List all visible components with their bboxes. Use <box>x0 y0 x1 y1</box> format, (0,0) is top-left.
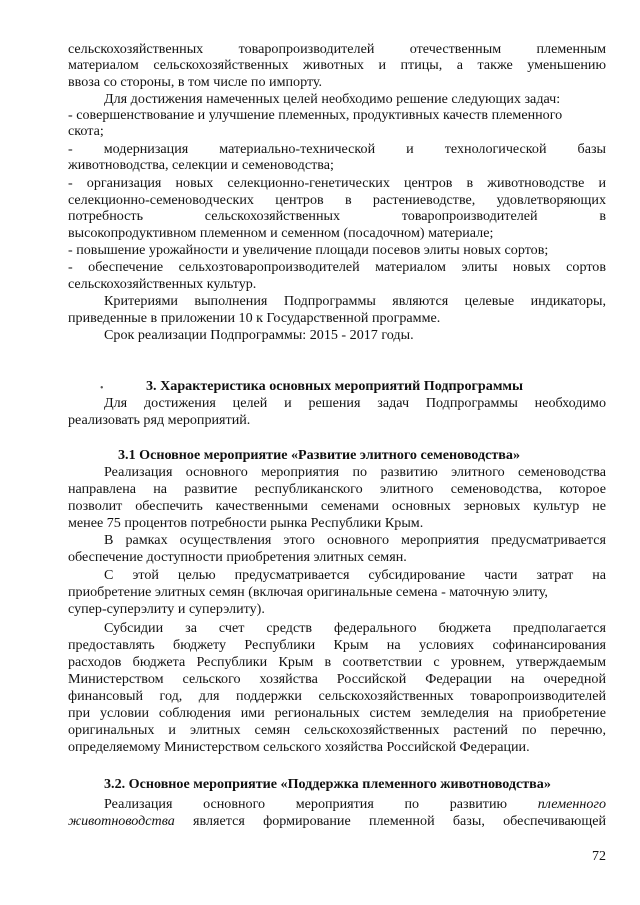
text-line: финансовый год, для поддержки сельскохозяйственных товаропроизводителей <box>68 688 606 704</box>
text-line: Для достижения намеченных целей необходимо решение следующих задач: <box>104 91 561 107</box>
text-line: животноводства, селекции и семеноводства; <box>68 157 334 173</box>
text-line: животноводства является формирование племенной базы, обеспечивающей <box>68 813 606 829</box>
text-line: менее 75 процентов потребности рынка Республики Крым. <box>68 515 424 531</box>
text-line: селекционно-семеноводческих центров в растениеводстве, удовлетворяющих <box>68 192 606 208</box>
text-line: приведенные в приложении 10 к Государственной программе. <box>68 310 441 326</box>
section-heading: 3.2. Основное мероприятие «Поддержка племенного животноводства» <box>104 776 551 792</box>
text-line: определяемому Министерством сельского хозяйства Российской Федерации. <box>68 739 530 755</box>
text-line: направлена на развитие республиканского элитного семеноводства, которое <box>68 481 606 497</box>
text-line: приобретение элитных семян (включая оригинальные семена - маточную элиту, <box>68 584 548 600</box>
text-line: сельскохозяйственных культур. <box>68 276 257 292</box>
text-line: - модернизация материально-технической и технологической базы <box>68 141 606 157</box>
text-line: супер-суперэлиту и суперэлиту). <box>68 601 265 617</box>
section-heading: 3.1 Основное мероприятие «Развитие элитного семеноводства» <box>118 447 521 463</box>
text-line: скота; <box>68 123 104 139</box>
section-heading: 3. Характеристика основных мероприятий Подпрограммы <box>146 378 524 394</box>
text-line: оригинальных и элитных семян сельскохозяйственных растений по перечню, <box>68 722 606 738</box>
text-line: при условии соблюдения ими региональных систем земледелия на приобретение <box>68 705 606 721</box>
text-line: - совершенствование и улучшение племенных, продуктивных качеств племенного <box>68 107 563 123</box>
text-line: Реализация основного мероприятия по развитию элитного семеноводства <box>104 464 606 480</box>
text-line: ввоза со стороны, в том числе по импорту. <box>68 74 323 90</box>
text-line: Для достижения целей и решения задач Подпрограммы необходимо <box>104 395 606 411</box>
text-line: Критериями выполнения Подпрограммы являются целевые индикаторы, <box>104 293 606 309</box>
text-line: предоставлять бюджету Республики Крым на условиях софинансирования <box>68 637 606 653</box>
text-line: Срок реализации Подпрограммы: 2015 - 2017 годы. <box>104 327 414 343</box>
text-line: позволит обеспечить качественными семенами основных зерновых культур не <box>68 498 606 514</box>
scan-speck: • <box>100 383 104 394</box>
text-line: расходов бюджета Республики Крым в соответствии с уровнем, утверждаемым <box>68 654 606 670</box>
text-line: материалом сельскохозяйственных животных и птицы, а также уменьшению <box>68 57 606 73</box>
page-number: 72 <box>592 849 606 864</box>
text-line: - обеспечение сельхозтоваропроизводителей материалом элиты новых сортов <box>68 259 606 275</box>
text-line: В рамках осуществления этого основного мероприятия предусматривается <box>104 532 606 548</box>
text-line: потребность сельскохозяйственных товаропроизводителей в <box>68 208 606 224</box>
text-line: С этой целью предусматривается субсидирование части затрат на <box>104 567 606 583</box>
text-line: - организация новых селекционно-генетических центров в животноводстве и <box>68 175 606 191</box>
text-line: Министерством сельского хозяйства Российской Федерации на очередной <box>68 671 606 687</box>
text-line: - повышение урожайности и увеличение площади посевов элиты новых сортов; <box>68 242 549 258</box>
text-line: Реализация основного мероприятия по развитию племенного <box>104 796 606 812</box>
text-line: Субсидии за счет средств федерального бюджета предполагается <box>104 620 606 636</box>
text-line: обеспечение доступности приобретения элитных семян. <box>68 549 407 565</box>
text-line: сельскохозяйственных товаропроизводителей отечественным племенным <box>68 41 606 57</box>
text-line: реализовать ряд мероприятий. <box>68 412 251 428</box>
text-line: высокопродуктивном племенном и семенном (посадочном) материале; <box>68 225 494 241</box>
